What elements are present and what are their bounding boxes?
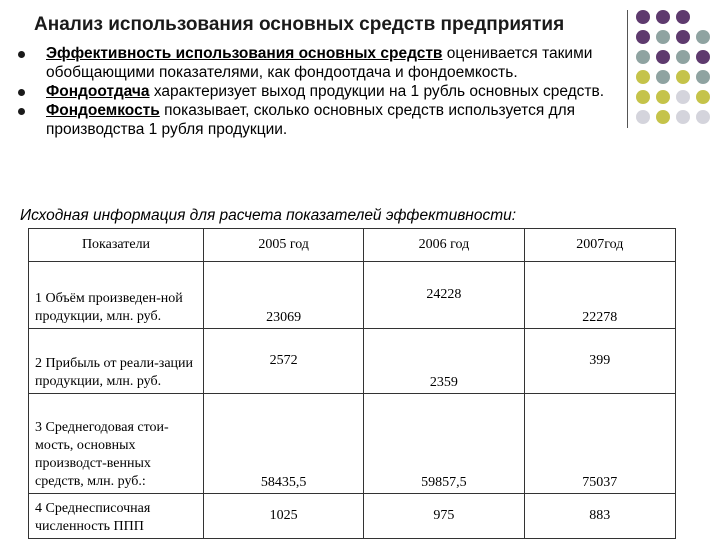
decor-dot [636, 110, 650, 124]
decor-dot [676, 110, 690, 124]
table-cell: 1025 [204, 494, 364, 539]
table-row [29, 494, 676, 539]
bullet-marker [18, 89, 25, 96]
column-header: 2007год [524, 229, 675, 262]
decor-dot [676, 90, 690, 104]
table-caption: Исходная информация для расчета показателей эффективности: [20, 207, 517, 224]
decor-dot [636, 90, 650, 104]
bullet-term: Эффективность использования основных средств [46, 45, 443, 62]
decor-dot [676, 10, 690, 24]
decor-dot [636, 30, 650, 44]
decor-dot [676, 50, 690, 64]
bullet-text: оценивается такими обобщающими показателями, как фондоотдача и фондоемкость. [46, 45, 593, 81]
decor-dot [656, 50, 670, 64]
bullet-text: показывает, сколько основных средств используется для производства 1 рубля продукции. [46, 102, 576, 138]
table-header-row [29, 229, 676, 262]
decor-dot [656, 90, 670, 104]
table-cell: 975 [364, 494, 524, 539]
column-header: Показатели [29, 229, 204, 262]
table-cell: 58435,5 [204, 394, 364, 494]
decor-dot [636, 10, 650, 24]
bullet-marker [18, 108, 25, 115]
bullet-term: Фондоотдача [46, 83, 150, 100]
decor-dot [636, 70, 650, 84]
decor-dot [656, 30, 670, 44]
slide-title: Анализ использования основных средств предприятия [34, 14, 565, 35]
bullet-marker [18, 51, 25, 58]
decor-dot [676, 30, 690, 44]
decor-dot [656, 110, 670, 124]
decor-dot [656, 70, 670, 84]
table-cell: 22278 [524, 262, 675, 329]
bullet-item [18, 101, 638, 139]
table-cell: 399 [524, 329, 675, 394]
row-label: 1 Объём произведен-ной продукции, млн. руб. [29, 262, 204, 329]
decor-dot [676, 70, 690, 84]
table-cell: 24228 [364, 262, 524, 329]
table-cell: 2359 [364, 329, 524, 394]
row-label: 3 Среднегодовая стои-мость, основных производст-венных средств, млн. руб.: [29, 394, 204, 494]
table-cell: 23069 [204, 262, 364, 329]
column-header: 2006 год [364, 229, 524, 262]
row-label: 2 Прибыль от реали-зации продукции, млн. руб. [29, 329, 204, 394]
table-row [29, 394, 676, 494]
decor-dot [696, 50, 710, 64]
table-cell: 883 [524, 494, 675, 539]
decor-dot [696, 70, 710, 84]
decor-dot [696, 110, 710, 124]
row-label: 4 Среднесписочная численность ППП [29, 494, 204, 539]
table-row [29, 329, 676, 394]
indicators-table [28, 228, 676, 539]
decor-dot [696, 90, 710, 104]
table-cell: 2572 [204, 329, 364, 394]
column-header: 2005 год [204, 229, 364, 262]
decor-dot [636, 50, 650, 64]
bullet-item [18, 82, 638, 101]
bullet-text: характеризует выход продукции на 1 рубль основных средств. [149, 83, 605, 100]
table-cell: 59857,5 [364, 394, 524, 494]
bullet-item [18, 44, 638, 82]
bullet-list [18, 44, 638, 139]
table-cell: 75037 [524, 394, 675, 494]
bullet-term: Фондоемкость [46, 102, 160, 119]
table-row [29, 262, 676, 329]
decor-dot [656, 10, 670, 24]
decor-dot [696, 30, 710, 44]
